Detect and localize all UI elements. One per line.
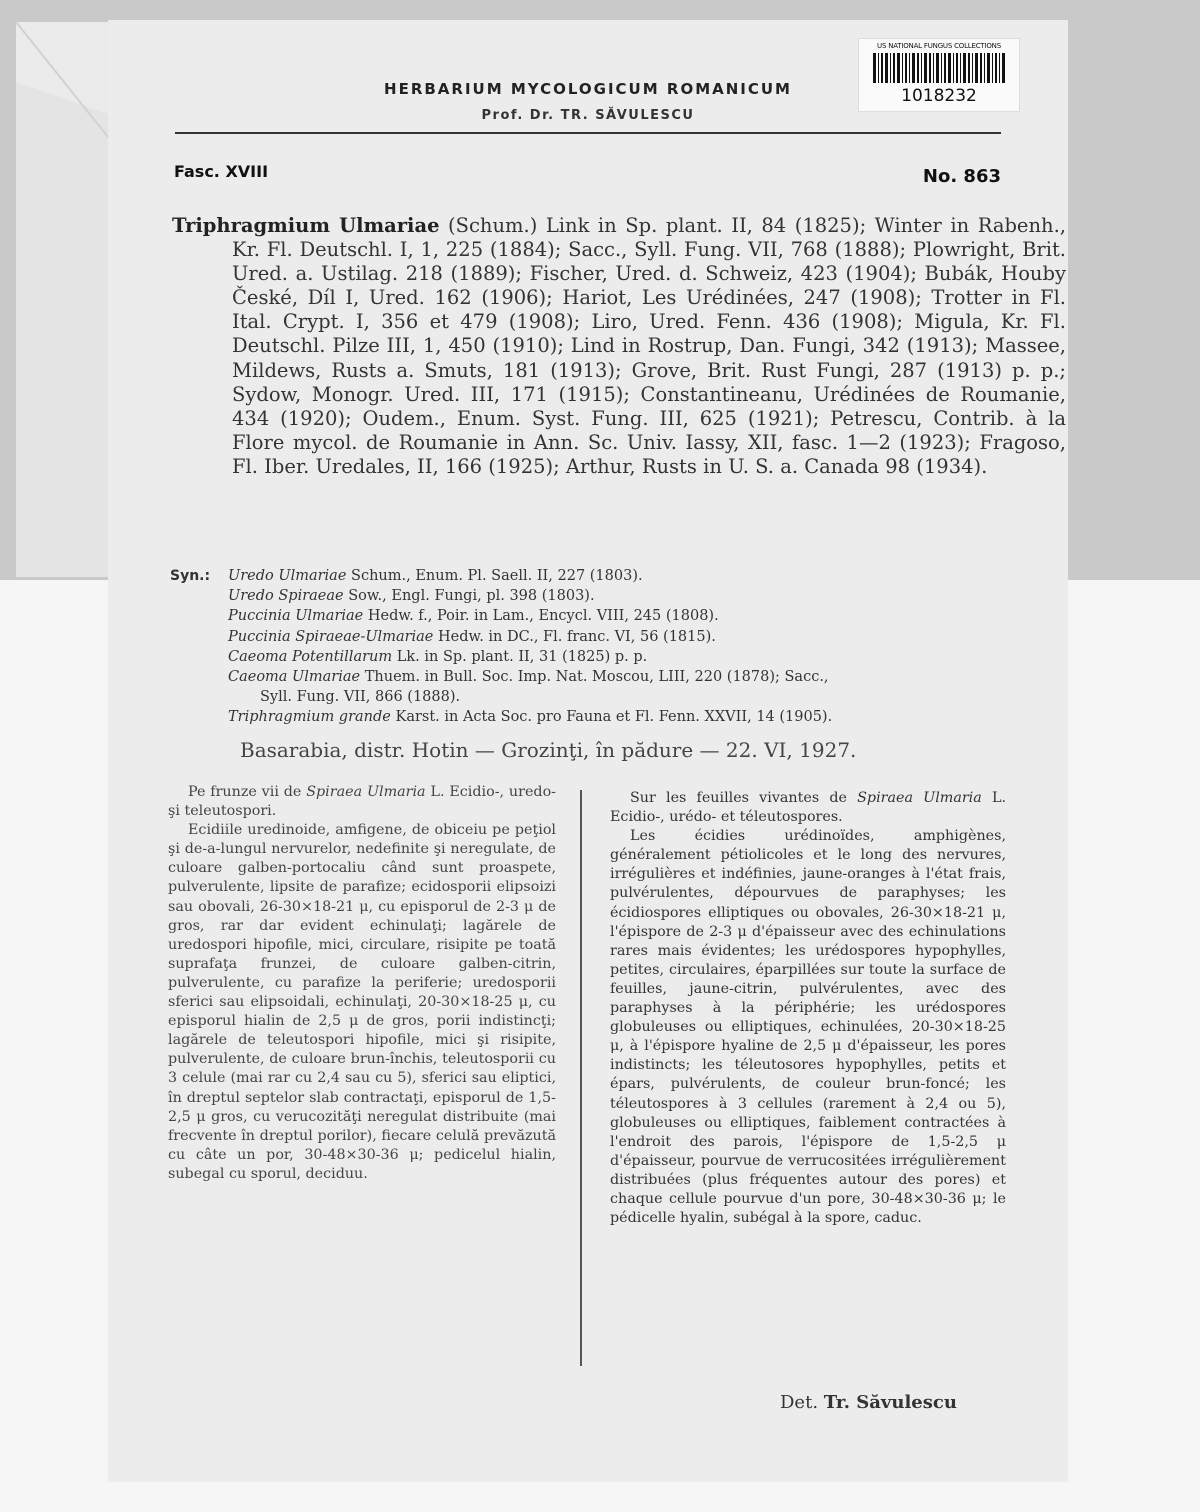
synonym-row bbox=[228, 647, 1010, 667]
synonyms-block bbox=[170, 566, 1010, 728]
synonym-ref: Schum., Enum. Pl. Saell. II, 227 (1803). bbox=[351, 568, 643, 584]
synonym-name: Uredo Ulmariae bbox=[228, 568, 347, 584]
host-line-fr: Sur les feuilles vivantes de Spiraea Ulmaria L. Ecidio-, urédo- et téleutospores. bbox=[610, 790, 1007, 826]
synonym-row bbox=[228, 667, 1010, 687]
determiner-prefix: Det. bbox=[780, 1392, 819, 1413]
herbarium-title: HERBARIUM MYCOLOGICUM ROMANICUM bbox=[384, 80, 792, 98]
synonym-row bbox=[228, 586, 1010, 606]
determiner-name: Tr. Săvulescu bbox=[823, 1392, 957, 1413]
synonym-row bbox=[228, 707, 1010, 727]
synonym-name: Caeoma Potentillarum bbox=[228, 648, 393, 665]
species-reference bbox=[172, 214, 1066, 479]
synonym-row-continuation: Syll. Fung. VII, 866 (1888). bbox=[260, 689, 461, 706]
synonyms-label: Syn.: bbox=[170, 568, 211, 584]
collection-locality: Basarabia, distr. Hotin — Grozinţi, în pădure — 22. VI, 1927. bbox=[240, 738, 857, 762]
synonym-row bbox=[228, 606, 1010, 626]
barcode-label bbox=[858, 38, 1020, 112]
host-line-ro: Pe frunze vii de Spiraea Ulmaria L. Ecidio-, uredo- şi teleutospori. bbox=[168, 784, 557, 820]
synonym-row bbox=[228, 566, 1010, 586]
column-divider bbox=[580, 790, 582, 1366]
description-french bbox=[610, 789, 1006, 1228]
description-body-fr: Les écidies urédinoïdes, amphigènes, généralement pétiolicoles et le long des nervures, irrégulières et indéfinies, jaune-oranges à l'état frais, pulvérulentes, dépourvues de paraphyses; les écidiospores elliptiques ou obovales, 26-30×18-21 μ, l'épispore de 2-3 μ d'épaisseur avec des echinulations rares mais évidentes; les urédospores hypophylles, petites, circulaires, éparpillées sur toute la surface de feuilles, jaune-citrin, pulvérulentes, avec des paraphyses à la périphérie; les urédospores globuleuses ou elliptiques, echinulées, 20-30×18-25 μ, à l'épispore hyaline de 2,5 μ d'épaisseur, les pores indistincts; les téleutosores hypophylles, petits et épars, pulvérulents, de couleur brun-foncé; les téleutospores à 3 cellules (rarement à 2,4 ou 5), globuleuses ou elliptiques, faiblement contractées à l'endroit des parois, l'épispore de 1,5-2,5 μ d'épaisseur, pourvue de verrucositées irrégulièrement distribuées (plus fréquentes autour des pores) et chaque cellule pourvue d'un pore, 30-48×30-36 μ; le pédicelle hyalin, subégal à la spore, caduc. bbox=[610, 828, 1006, 1227]
synonym-row bbox=[228, 627, 1010, 647]
barcode-number: 1018232 bbox=[901, 86, 977, 106]
species-name: Triphragmium Ulmariae bbox=[172, 214, 440, 237]
header-rule bbox=[175, 132, 1001, 134]
synonym-ref: Hedw. in DC., Fl. franc. VI, 56 (1815). bbox=[438, 628, 716, 645]
synonym-ref: Karst. in Acta Soc. pro Fauna et Fl. Fenn. XXVII, 14 (1905). bbox=[395, 709, 833, 726]
species-citations: (Schum.) Link in Sp. plant. II, 84 (1825); Winter in Rabenh., Kr. Fl. Deutschl. I, 1, 225 (1884); Sacc., Syll. Fung. VII, 768 (1888); Plowright, Brit. Ured. a. Ustilag. 218 (1889); Fischer, Ured. d. Schweiz, 423 (1904); Bubák, Houby České, Díl I, Ured. 162 (1906); Hariot, Les Urédinées, 247 (1908); Trotter in Fl. Ital. Crypt. I, 356 et 479 (1908); Liro, Ured. Fenn. 436 (1908); Migula, Kr. Fl. Deutschl. Pilze III, 1, 450 (1910); Lind in Rostrup, Dan. Fungi, 342 (1913); Massee, Mildews, Rusts a. Smuts, 181 (1913); Grove, Brit. Rust Fungi, 287 (1913) p. p.; Sydow, Monogr. Ured. III, 171 (1915); Constantineanu, Urédinées de Roumanie, 434 (1920); Oudem., Enum. Syst. Fung. III, 625 (1921); Petrescu, Contrib. à la Flore mycol. de Roumanie in Ann. Sc. Univ. Iassy, XII, fasc. 1—2 (1923); Fragoso, Fl. Iber. Uredales, II, 166 (1925); Arthur, Rusts in U. S. a. Canada 98 (1934). bbox=[232, 214, 1066, 478]
description-romanian bbox=[168, 783, 556, 1184]
synonym-ref: Sow., Engl. Fungi, pl. 398 (1803). bbox=[348, 588, 595, 605]
synonym-ref: Hedw. f., Poir. in Lam., Encycl. VIII, 245 (1808). bbox=[367, 608, 719, 625]
synonym-name: Triphragmium grande bbox=[228, 709, 391, 726]
barcode-collection: US NATIONAL FUNGUS COLLECTIONS bbox=[877, 42, 1001, 50]
barcode-icon bbox=[873, 53, 1005, 83]
host-name-ro: Spiraea Ulmaria bbox=[306, 784, 426, 800]
synonym-ref: Lk. in Sp. plant. II, 31 (1825) p. p. bbox=[396, 648, 648, 665]
herbarium-author: Prof. Dr. TR. SĂVULESCU bbox=[481, 108, 695, 123]
synonym-name: Uredo Spiraeae bbox=[228, 588, 344, 605]
description-body-ro: Ecidiile uredinoide, amfigene, de obiceiu pe peţiol şi de-a-lungul nervurelor, nedefinite şi neregulate, de culoare galben-portocaliu când sunt proaspete, pulverulente, lipsite de parafize; ecidosporii elipsoizi sau obovali, 26-30×18-21 μ, cu episporul de 2-3 μ de gros, rar dar evident echinulaţi; lagărele de uredospori hipofile, mici, circulare, risipite pe toată suprafaţa frunzei, de culoare galben-citrin, pulverulente, cu parafize la periferie; uredosporii sferici sau elipsoidali, echinulaţi, 20-30×18-25 μ, cu episporul hialin de 2,5 μ de gros, porii indistincţi; lagărele de teleutospori hipofile, mici şi risipite, pulverulente, de culoare brun-închis, teleutosporii cu 3 celule (mai rar cu 2,4 sau cu 5), sferici sau eliptici, în dreptul septelor slab contractaţi, episporul de 1,5-2,5 μ gros, cu verucozităţi neregulat distribuite (mai frecvente în dreptul porilor), fiecare celulă prevăzută cu câte un por, 30-48×30-36 μ; pedicelul hialin, subegal cu sporul, deciduu. bbox=[168, 822, 556, 1182]
synonym-name: Puccinia Spiraeae-Ulmariae bbox=[228, 628, 434, 645]
synonym-ref: Thuem. in Bull. Soc. Imp. Nat. Moscou, LIII, 220 (1878); Sacc., bbox=[364, 669, 829, 686]
determiner bbox=[780, 1392, 957, 1413]
synonym-name: Puccinia Ulmariae bbox=[228, 608, 364, 625]
fascicle-label: Fasc. XVIII bbox=[174, 162, 269, 181]
specimen-number: No. 863 bbox=[922, 166, 1001, 187]
synonym-name: Caeoma Ulmariae bbox=[228, 669, 361, 686]
host-name-fr: Spiraea Ulmaria bbox=[857, 790, 982, 806]
